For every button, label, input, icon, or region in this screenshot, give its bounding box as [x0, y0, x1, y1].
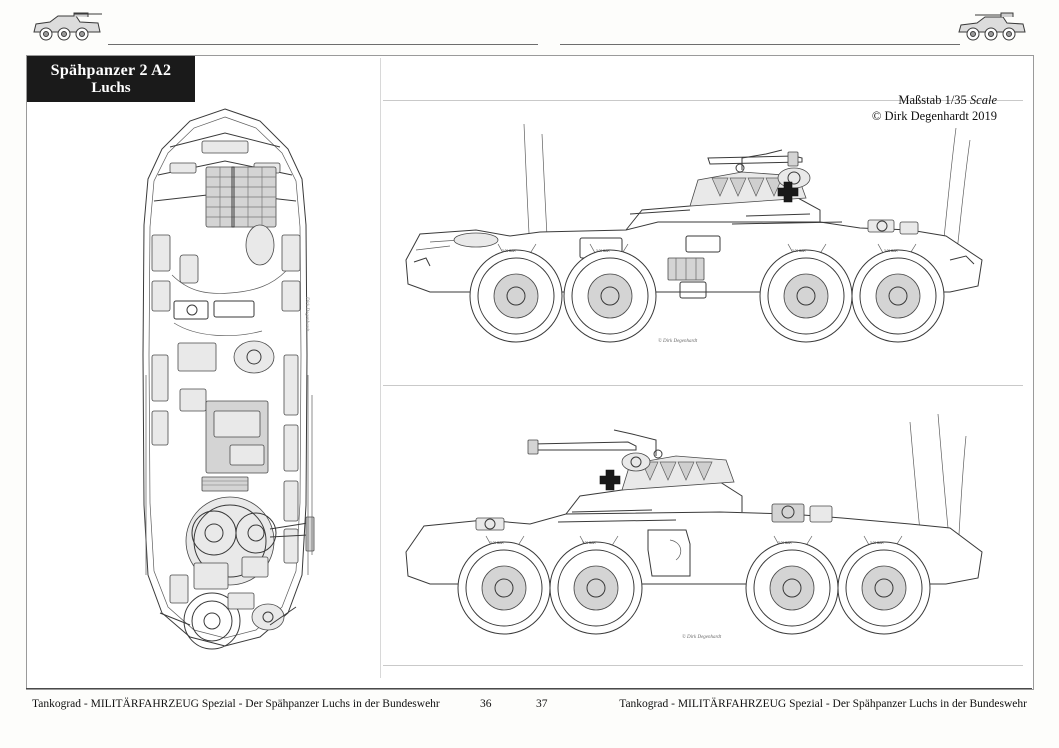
side-view-right	[390, 110, 1000, 375]
iron-cross-insignia	[600, 470, 620, 490]
plate-title-line2: Luchs	[91, 79, 131, 96]
plate-title-line1: Spähpanzer 2 A2	[50, 61, 172, 79]
tire-pressure-label: 3.00 BAR	[778, 541, 792, 545]
top-view-plan	[110, 105, 340, 650]
tire-pressure-label: 3.00 BAR	[884, 249, 898, 253]
footer-text-left: Tankograd - MILITÄRFAHRZEUG Spezial - Der Spähpanzer Luchs in der Bundeswehr	[32, 698, 440, 710]
footer-text-right: Tankograd - MILITÄRFAHRZEUG Spezial - Der Spähpanzer Luchs in der Bundeswehr	[619, 698, 1027, 710]
armoured-vehicle-icon	[955, 10, 1029, 44]
page-header	[0, 0, 1059, 56]
page-footer	[0, 694, 1059, 724]
page-number-right: 37	[536, 698, 548, 710]
tire-pressure-label: 3.00 BAR	[502, 249, 516, 253]
armoured-vehicle-icon	[30, 10, 104, 44]
artist-signature-upper: © Dirk Degenhardt	[658, 339, 698, 344]
side-view-left	[390, 400, 1000, 665]
scale-note: Maßstab 1/35 Scale	[898, 93, 997, 107]
plate-rule-bottom	[383, 665, 1023, 666]
tire-pressure-label: 3.00 BAR	[596, 249, 610, 253]
tire-pressure-label: 3.00 BAR	[792, 249, 806, 253]
page-number-left: 36	[480, 698, 492, 710]
header-rule-right	[560, 44, 960, 45]
plate-title-block	[27, 56, 195, 102]
scale-note-italic: Scale	[969, 93, 997, 107]
tire-pressure-label: 3.00 BAR	[582, 541, 596, 545]
tire-pressure-label: 3.00 BAR	[870, 541, 884, 545]
plate-rule-middle	[383, 385, 1023, 386]
copyright-line: © Dirk Degenhardt 2019	[871, 109, 997, 123]
plate-vertical-divider	[380, 58, 381, 678]
artist-signature-top: Dirk Degenhardt	[304, 297, 309, 332]
header-rule-left	[108, 44, 538, 45]
footer-rule	[26, 688, 1032, 689]
artist-signature-lower: © Dirk Degenhardt	[682, 635, 722, 640]
tire-pressure-label: 3.00 BAR	[490, 541, 504, 545]
